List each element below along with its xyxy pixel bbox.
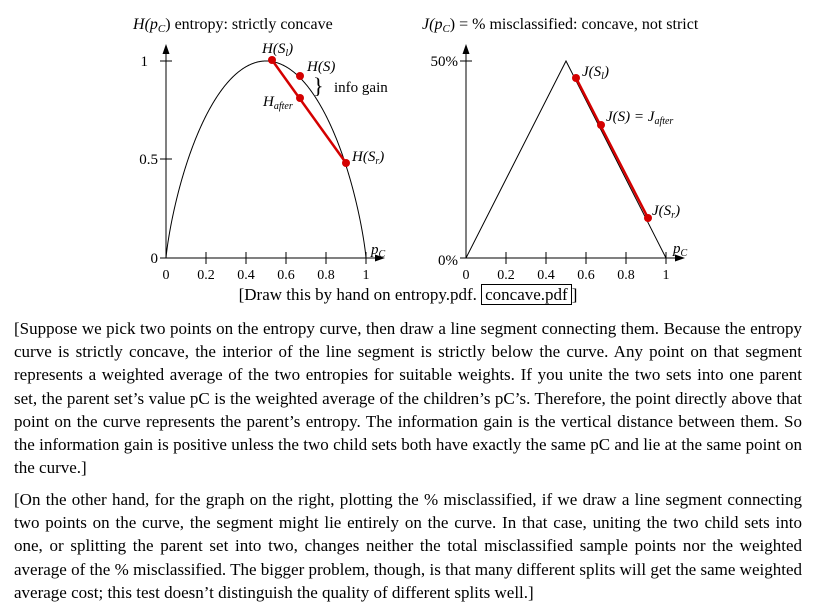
- entropy-x-tick-label: 0.8: [317, 268, 335, 283]
- misclassified-x-tick-label: 0.4: [537, 268, 555, 283]
- misclassified-point-sr: [644, 214, 652, 222]
- entropy-x-tick-label: 0.2: [197, 268, 215, 283]
- misclassified-y-axis-arrow: [463, 44, 470, 54]
- misclassified-x-tick-labels: [463, 268, 670, 283]
- misclassified-x-axis-label: $p_C$: [673, 241, 688, 259]
- entropy-x-tick-labels: [163, 268, 370, 283]
- entropy-x-tick-label: 0.4: [237, 268, 255, 283]
- entropy-x-tick-label: 0.6: [277, 268, 295, 283]
- j-sr-label: $J(S_r)$: [652, 203, 681, 221]
- misclassified-y-tick-label: 0%: [438, 253, 458, 269]
- misclassified-plot: [422, 16, 699, 283]
- misclassified-x-tick-label: 0.6: [577, 268, 595, 283]
- info-gain-label: info gain: [334, 80, 388, 96]
- entropy-plot: [132, 16, 388, 283]
- entropy-point-after: [296, 94, 304, 102]
- misclassified-curve: [466, 61, 666, 258]
- entropy-y-tick-label: 1: [140, 54, 148, 70]
- j-s-label: $J(S) = J_{after}$: [606, 109, 674, 127]
- caption-boxed-filename: concave.pdf: [481, 284, 572, 305]
- entropy-y-tick-label: 0: [150, 251, 158, 267]
- misclassified-plot-title: J(pC) = % misclassified: concave, not strict: [422, 16, 699, 35]
- explanation-paragraph-1: [Suppose we pick two points on the entropy curve, then draw a line segment connecting them. Because the entropy curve is strictly concave, the interior of the line segment is strictly below the curve. Any point on that segment represents a weighted average of the two entropies for suitable weights. If you unite the two sets into one parent set, the parent set’s value pC is the weighted average of the children’s pC’s. Therefore, the point directly above that point on the curve represents the parent’s entropy. The information gain is the vertical distance between them. So the information gain is positive unless the two child sets both have exactly the same pC and lie at the same point on the curve.]: [14, 319, 802, 478]
- misclassified-x-tick-label: 1: [662, 268, 670, 283]
- misclassified-segment: [576, 78, 648, 218]
- entropy-x-tick-label: 1: [362, 268, 370, 283]
- h-after-label: $H_{after}$: [263, 94, 293, 112]
- entropy-plot-title: H(pC) entropy: strictly concave: [133, 16, 333, 35]
- misclassified-point-parent: [597, 121, 605, 129]
- misclassified-x-tick-label: 0.2: [497, 268, 515, 283]
- misclassified-y-tick-label: 50%: [430, 54, 458, 70]
- info-gain-brace: }: [313, 73, 324, 98]
- h-sr-label: $H(S_r)$: [352, 149, 385, 167]
- entropy-x-tick-label: 0: [162, 268, 170, 283]
- figure-caption: [0, 284, 816, 306]
- explanation-paragraph-2: [On the other hand, for the graph on the right, plotting the % misclassified, if we draw a line segment connecting two points on the curve, the segment might lie entirely on the curve. In that case, uniting the two child sets into one, or splitting the parent set into two, changes neither the total misclassified sample points nor the weighted average of the % misclassified. The bigger problem, though, is that many different splits will get the same weighted average cost; this test doesn’t distinguish the quality of different splits well.]: [14, 490, 802, 602]
- misclassified-point-sl: [572, 74, 580, 82]
- misclassified-x-tick-label: 0.8: [617, 268, 635, 283]
- entropy-y-tick-label: 0.5: [139, 152, 158, 168]
- j-sl-label: $J(S_l)$: [582, 64, 609, 82]
- entropy-y-axis-arrow: [163, 44, 170, 54]
- caption-text: [Draw this by hand on entropy.pdf.: [238, 285, 477, 304]
- entropy-point-sl: [268, 56, 276, 64]
- misclassified-x-tick-label: 0: [462, 268, 470, 283]
- h-sl-label: $H(S_l)$: [262, 41, 294, 59]
- h-s-label: H(S): [307, 59, 336, 75]
- caption-close: ]: [571, 285, 578, 304]
- entropy-x-axis-label: $p_C$: [371, 242, 386, 260]
- entropy-point-sr: [342, 159, 350, 167]
- entropy-point-parent: [296, 72, 304, 80]
